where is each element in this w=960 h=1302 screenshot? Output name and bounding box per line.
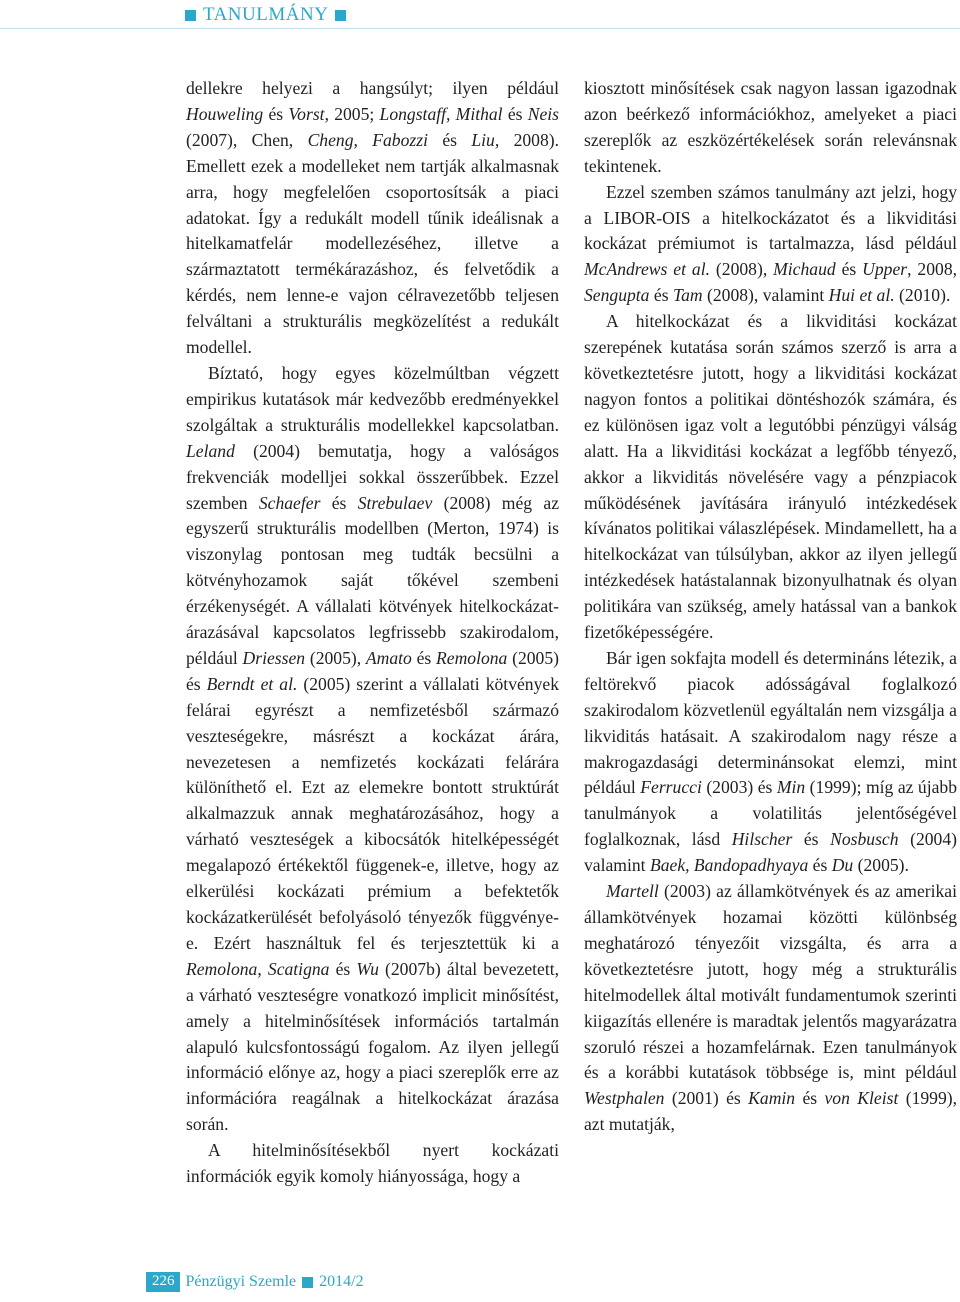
italic-citation: Berndt et al. xyxy=(206,673,298,694)
text-run: (1999), azt mutatják, xyxy=(584,1088,958,1135)
text-run: és xyxy=(649,285,673,306)
text-run: A hitelminősítésekből nyert kockázati információk egyik komoly hiányossága, hogy a xyxy=(186,1140,559,1187)
paragraph xyxy=(584,76,957,180)
italic-citation: Du xyxy=(831,855,854,876)
italic-citation: Tam xyxy=(672,285,703,306)
text-run: és xyxy=(808,855,832,876)
text-run: (2008), valamint xyxy=(702,285,829,306)
text-run: (1999); míg az újabb tanulmányok a volatilitás jelentőségével foglalkoznak, lásd xyxy=(584,777,958,850)
paragraph xyxy=(186,1138,559,1190)
text-run: és xyxy=(320,492,358,513)
italic-citation: Kamin xyxy=(748,1088,796,1109)
text-run: és xyxy=(795,1088,825,1109)
paragraph xyxy=(584,879,957,1138)
italic-citation: Vorst xyxy=(288,103,325,124)
text-run: és xyxy=(502,103,528,124)
page-number: 226 xyxy=(146,1272,180,1292)
italic-citation: McAndrews et al. xyxy=(584,259,710,280)
text-run: (2008) még az egyszerű strukturális modellben (Merton, 1974) is viszonylag pontosan meg tudták becsülni a kötvényhozamok saját tőkével szembeni érzékenységét. A vállalati kötvények hitelkockázat-árazásával kapcsolatos legfrissebb szakirodalom, például xyxy=(186,492,560,668)
italic-citation: Nosbusch xyxy=(830,829,899,850)
text-run: (2005) és xyxy=(186,647,560,694)
italic-citation: Schaefer xyxy=(258,492,321,513)
section-label: TANULMÁNY xyxy=(203,4,329,25)
text-run: (2005) szerint a vállalati kötvények felárai egyrészt a nemfizetésből származó veszteségekre, másrészt a kockázat árára, nevezetesen a nemfizetés kockázati felárára különíthető el. Ezt az elemekre bontott struktúrát alkalmazzuk annak meghatározásához, hogy a várható veszteségek a kibocsátók hitelképességét megalapozó értékektől függenek-e, illetve, hogy az elkerülési kockázati prémium a befektetők kockázatkerülését befolyásoló tényezők függvénye-e. Ezért használtuk fel és terjesztettük ki a xyxy=(186,673,559,953)
italic-citation: Sengupta xyxy=(584,285,650,306)
text-column-left xyxy=(186,76,559,1190)
text-run: Ezzel szemben számos tanulmány azt jelzi, hogy a LIBOR-OIS a hitelkockázatot és a likviditási kockázat prémiumot is tartalmazza, lásd például xyxy=(584,181,957,254)
text-run: (2005), xyxy=(305,647,366,668)
paragraph xyxy=(186,76,559,361)
italic-citation: von Kleist xyxy=(824,1088,899,1109)
text-run: , 2008, xyxy=(907,259,958,280)
text-run: és xyxy=(411,647,437,668)
italic-citation: Strebulaev xyxy=(357,492,433,513)
italic-citation: Wu xyxy=(356,958,379,979)
journal-issue: 2014/2 xyxy=(319,1273,364,1290)
text-run: és xyxy=(835,259,863,280)
text-run: (2003) az államkötvények és az amerikai államkötvények hozamai közötti különbség meghatározó tényezőit vizsgálta, és arra a következtetésre jutott, hogy még a strukturális hitelmodellek által motivált fundamentumok szerinti kiigazítás ellenére is maradtak jelentős magyarázatra szoruló részei a hozamfelárnak. Ezen tanulmányok és a korábbi kutatások többsége is, mint például xyxy=(584,881,957,1083)
italic-citation: Scatigna xyxy=(267,958,330,979)
journal-title: Pénzügyi Szemle xyxy=(185,1273,297,1290)
italic-citation: Remolona xyxy=(436,647,508,668)
italic-citation: Ferrucci xyxy=(640,777,702,798)
italic-citation: Longstaff, Mithal xyxy=(379,103,503,124)
header-divider xyxy=(0,28,960,29)
paragraph xyxy=(584,309,957,646)
text-run: (2008), xyxy=(710,259,774,280)
text-run: (2004) valamint xyxy=(584,829,957,876)
text-run: kiosztott minősítések csak nagyon lassan igazodnak azon beérkező információkhoz, amelyeket a piaci szereplők az eszközértékelések során relevánsnak tekintenek. xyxy=(584,78,957,176)
text-run: (2001) és xyxy=(664,1088,749,1109)
text-run: A hitelkockázat és a likviditási kockázat szerepének kutatása során számos szerző is arra a következtetésre jutott, hogy a likviditási kockázat nagyon fontos a politikai döntéshozók számára, és ez különösen igaz volt a legutóbbi pénzügyi válság alatt. Ha a likviditási kockázat a legfőbb tényező, akkor a likviditás növelésére vagy a pénzpiacok működésének javítására irányuló intézkedések kívánatos politikai válaszlépések. Mindamellett, ha a hitelkockázat van túlsúlyban, akkor az ilyen jellegű intézkedések hatástalannak bizonyulhatnak és olyan politikára van szükség, amely hatással van a bankok fizetőképességére. xyxy=(584,311,957,643)
text-run: és xyxy=(792,829,831,850)
text-run: (2007), Chen, xyxy=(186,129,308,150)
text-run: 2008). Emellett ezek a modelleket nem tartják alkalmasnak arra, hogy megfelelően csoportosítsák a piaci adatokat. Így a redukált modell tűnik ideálisnak a hitelkamatfelár modellezéséhez, illetve a származtatott termékárazáshoz, és felvetődik a kérdés, nem lenne-e vajon célravezetőbb teljesen felváltani a strukturális megközelítést a redukált modellel. xyxy=(186,129,560,358)
italic-citation: Hui et al. xyxy=(828,285,895,306)
text-run: , xyxy=(257,958,268,979)
text-run: Bíztató, hogy egyes közelmúltban végzett empirikus kutatások már kedvezőbb eredményekkel szolgáltak a strukturális modellekkel kapcsolatban. xyxy=(186,362,559,435)
text-run: dellekre helyezi a hangsúlyt; ilyen például xyxy=(186,78,559,98)
paragraph xyxy=(186,361,559,1138)
paragraph xyxy=(584,646,957,879)
italic-citation: Upper xyxy=(862,259,908,280)
text-run: (2003) és xyxy=(701,777,777,798)
paragraph xyxy=(584,180,957,310)
text-column-right xyxy=(584,76,957,1138)
text-run: , 2005; xyxy=(324,103,380,124)
italic-citation: Amato xyxy=(365,647,412,668)
text-run: és xyxy=(263,103,289,124)
text-run: és xyxy=(427,129,472,150)
italic-citation: Neis xyxy=(527,103,560,124)
text-run: és xyxy=(329,958,357,979)
text-run: (2005). xyxy=(853,855,909,876)
square-bullet-icon xyxy=(335,10,346,21)
square-bullet-icon xyxy=(185,10,196,21)
section-header xyxy=(185,4,346,26)
italic-citation: Leland xyxy=(186,440,235,461)
text-run: (2004) bemutatja, hogy a valóságos frekvenciák modelljei sokkal összerűbbek. Ezzel szemben xyxy=(186,440,559,513)
italic-citation: Michaud xyxy=(773,259,836,280)
text-run: Bár igen sokfajta modell és determináns létezik, a feltörekvő piacok adósságával foglalkozó szakirodalom közvetlenül egyáltalán nem vizsgálja a likviditás hatásait. A szakirodalom nagy része a makrogazdasági determinánsokat elemzi, mint például xyxy=(584,647,957,798)
italic-citation: Westphalen xyxy=(584,1088,665,1109)
square-bullet-icon xyxy=(302,1277,313,1288)
page-footer xyxy=(146,1272,364,1292)
italic-citation: Houweling xyxy=(186,103,264,124)
italic-citation: Hilscher xyxy=(731,829,793,850)
text-run: (2007b) által bevezetett, a várható veszteségre vonatkozó implicit minősítést, amely a hitelminősítések információs tartalmán alapuló kulcsfontosságú fogalom. Az ilyen jellegű információ előnye az, hogy a piaci szereplők erre az információra reagálnak a hitelkockázat árazása során. xyxy=(186,958,559,1135)
italic-citation: Remolona xyxy=(186,958,258,979)
italic-citation: Cheng, Fabozzi xyxy=(307,129,428,150)
italic-citation: Driessen xyxy=(242,647,306,668)
italic-citation: Liu, xyxy=(471,129,500,150)
italic-citation: Baek, Bandopadhyaya xyxy=(649,855,809,876)
italic-citation: Min xyxy=(776,777,806,798)
italic-citation: Martell xyxy=(606,881,659,902)
text-run: (2010). xyxy=(894,285,951,306)
